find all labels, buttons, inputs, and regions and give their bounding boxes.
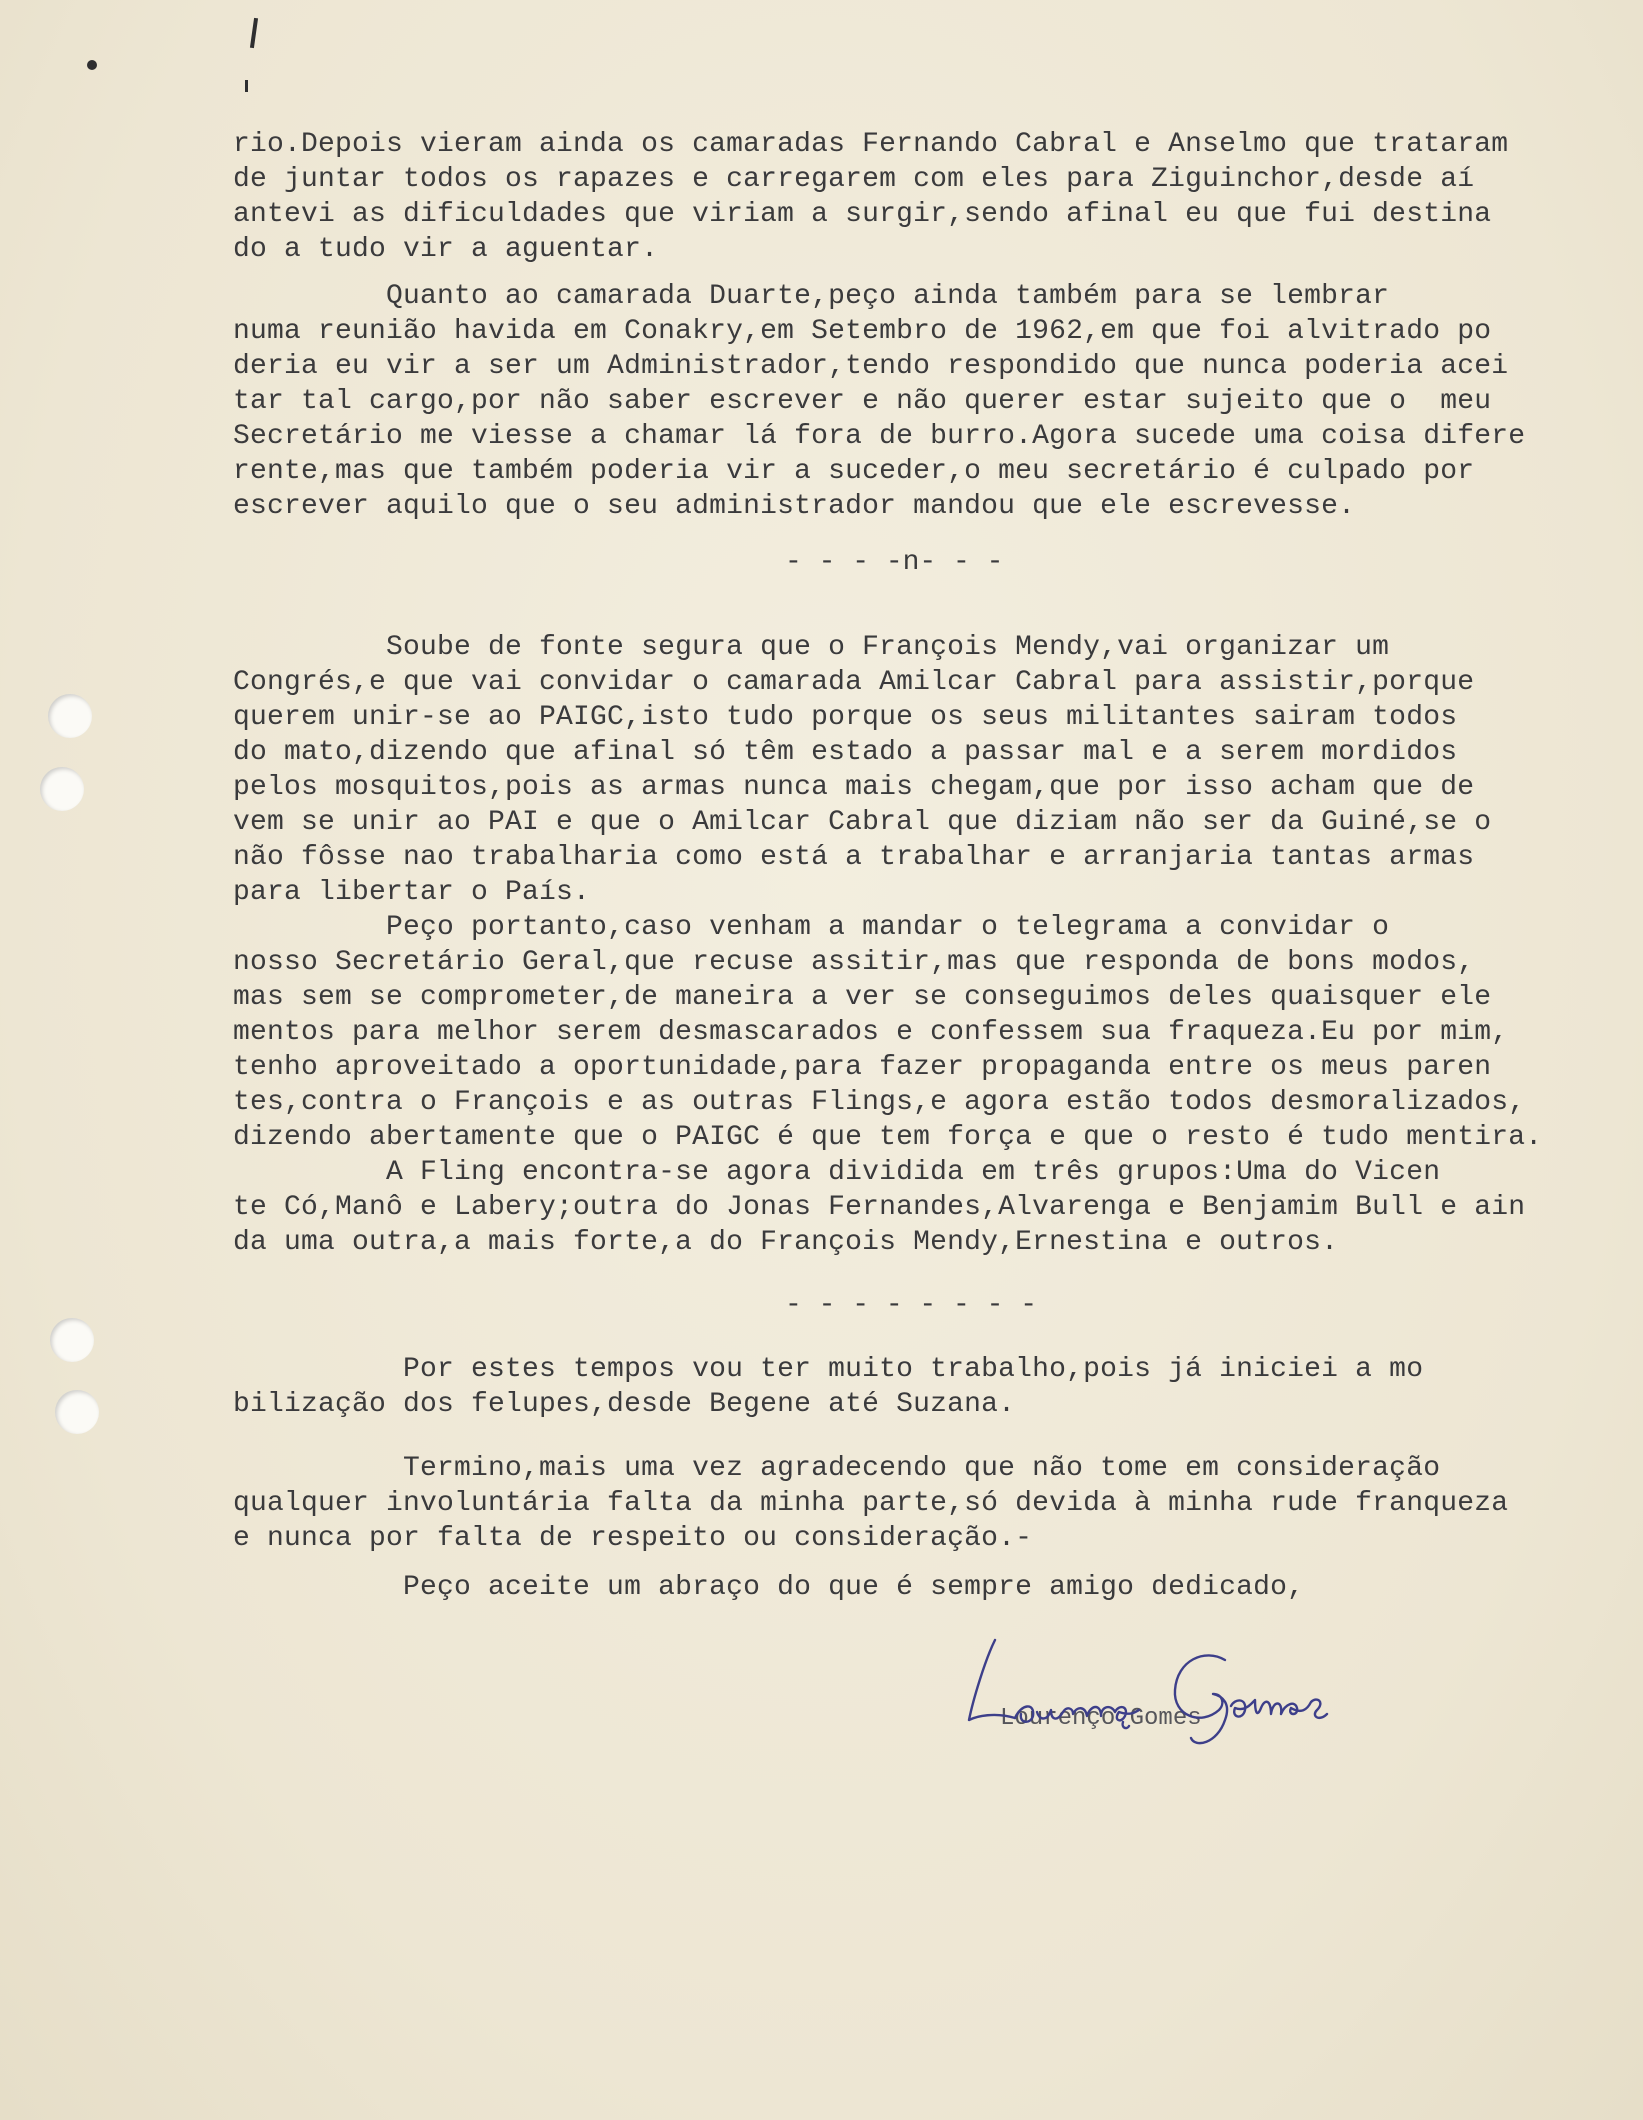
text-line: rio.Depois vieram ainda os camaradas Fernando Cabral e Anselmo que trataram (233, 129, 1509, 160)
section-separator: - - - - - - - - (785, 1290, 1038, 1321)
text-line: Secretário me viesse a chamar lá fora de burro.Agora sucede uma coisa difere (233, 421, 1526, 452)
punch-hole (40, 767, 84, 811)
handwritten-signature (955, 1620, 1435, 1770)
text-line: A Fling encontra-se agora dividida em três grupos:Uma do Vicen (233, 1157, 1441, 1188)
punch-hole (55, 1390, 99, 1434)
text-line: nosso Secretário Geral,que recuse assitir,mas que responda de bons modos, (233, 947, 1475, 978)
text-line: do mato,dizendo que afinal só têm estado a passar mal e a serem mordidos (233, 737, 1458, 768)
text-line: para libertar o País. (233, 877, 591, 908)
text-line: Por estes tempos vou ter muito trabalho,pois já iniciei a mo (233, 1354, 1424, 1385)
text-line: numa reunião havida em Conakry,em Setembro de 1962,em que foi alvitrado po (233, 316, 1492, 347)
typed-name: Lourenço Gomes (1000, 1705, 1202, 1732)
text-line: rente,mas que também poderia vir a suceder,o meu secretário é culpado por (233, 456, 1475, 487)
text-line: bilização dos felupes,desde Begene até Suzana. (233, 1389, 1016, 1420)
text-line: antevi as dificuldades que viriam a surgir,sendo afinal eu que fui destina (233, 199, 1492, 230)
text-line: Congrés,e que vai convidar o camarada Amilcar Cabral para assistir,porque (233, 667, 1475, 698)
text-line: pelos mosquitos,pois as armas nunca mais chegam,que por isso acham que de (233, 772, 1475, 803)
ink-dot (245, 80, 248, 92)
text-line: escrever aquilo que o seu administrador mandou que ele escrevesse. (233, 491, 1356, 522)
text-line: e nunca por falta de respeito ou consideração.- (233, 1523, 1033, 1554)
paragraph-4 (233, 1352, 1593, 1422)
text-line: Termino,mais uma vez agradecendo que não tome em consideração (233, 1453, 1441, 1484)
paragraph-2 (233, 279, 1593, 524)
closing-line (233, 1570, 1593, 1605)
text-line: vem se unir ao PAI e que o Amilcar Cabral que diziam não ser da Guiné,se o (233, 807, 1492, 838)
text-line: deria eu vir a ser um Administrador,tendo respondido que nunca poderia acei (233, 351, 1509, 382)
text-line: Soube de fonte segura que o François Mendy,vai organizar um (233, 632, 1390, 663)
punch-hole (48, 694, 92, 738)
text-line: qualquer involuntária falta da minha parte,só devida à minha rude franqueza (233, 1488, 1509, 1519)
text-line: Quanto ao camarada Duarte,peço ainda também para se lembrar (233, 281, 1390, 312)
text-line: mentos para melhor serem desmascarados e confessem sua fraqueza.Eu por mim, (233, 1017, 1509, 1048)
ink-dot (87, 60, 97, 70)
text-line: tes,contra o François e as outras Flings,e agora estão todos desmoralizados, (233, 1087, 1526, 1118)
text-line: Peço portanto,caso venham a mandar o telegrama a convidar o (233, 912, 1390, 943)
text-line: querem unir-se ao PAIGC,isto tudo porque os seus militantes sairam todos (233, 702, 1458, 733)
text-line: do a tudo vir a aguentar. (233, 234, 659, 265)
text-line: não fôsse nao trabalharia como está a trabalhar e arranjaria tantas armas (233, 842, 1475, 873)
punch-hole (50, 1318, 94, 1362)
text-line: mas sem se comprometer,de maneira a ver se conseguimos deles quaisquer ele (233, 982, 1492, 1013)
text-line: te Có,Manô e Labery;outra do Jonas Fernandes,Alvarenga e Benjamim Bull e ain (233, 1192, 1526, 1223)
section-separator: - - - -n- - - (785, 547, 1004, 578)
text-line: da uma outra,a mais forte,a do François Mendy,Ernestina e outros. (233, 1227, 1339, 1258)
text-line: de juntar todos os rapazes e carregarem com eles para Ziguinchor,desde aí (233, 164, 1475, 195)
text-line: dizendo abertamente que o PAIGC é que tem força e que o resto é tudo mentira. (233, 1122, 1543, 1153)
paragraph-1 (233, 127, 1593, 267)
text-line: tenho aproveitado a oportunidade,para fazer propaganda entre os meus paren (233, 1052, 1492, 1083)
text-line: Peço aceite um abraço do que é sempre amigo dedicado, (233, 1572, 1305, 1603)
paragraph-5 (233, 1451, 1593, 1556)
paragraph-3 (233, 630, 1593, 1260)
text-line: tar tal cargo,por não saber escrever e não querer estar sujeito que o meu (233, 386, 1492, 417)
